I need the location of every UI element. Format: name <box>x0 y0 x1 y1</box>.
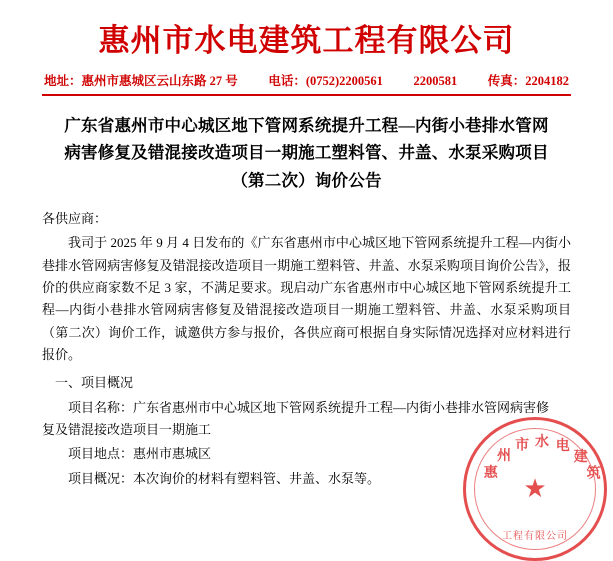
project-location-row <box>42 443 571 465</box>
project-overview-row <box>42 468 571 490</box>
letterhead-divider <box>42 94 571 96</box>
project-name-value: 广东省惠州市中心城区地下管网系统提升工程—内街小巷排水管网病害修 <box>133 399 550 415</box>
address-value: 惠州市惠城区云山东路 27 号 <box>81 74 238 89</box>
project-location-label: 项目地点： <box>68 446 134 462</box>
project-location-value: 惠州市惠城区 <box>133 446 212 462</box>
document-body <box>42 208 571 490</box>
section-heading-overview: 一、项目概况 <box>55 375 134 391</box>
fax-value: 2204182 <box>525 74 569 89</box>
fax-label: 传真： <box>487 74 526 89</box>
seal-char-6: 建 <box>573 449 588 465</box>
project-name-label: 项目名称： <box>68 399 134 415</box>
letterhead-contact-row <box>42 71 571 89</box>
star-icon: ★ <box>523 474 547 503</box>
address-block <box>44 71 238 89</box>
seal-char-4: 水 <box>535 435 549 450</box>
project-overview-label: 项目概况： <box>68 470 134 486</box>
phone-block <box>268 71 383 89</box>
seal-char-1: 惠 <box>483 465 498 481</box>
seal-char-2: 州 <box>496 449 511 465</box>
page-title-line-1: 广东省惠州市中心城区地下管网系统提升工程—内街小巷排水管网 <box>64 116 549 136</box>
project-name-row <box>42 397 571 419</box>
seal-char-7: 筑 <box>586 466 601 482</box>
company-name: 惠州市水电建筑工程有限公司 <box>98 23 515 58</box>
letterhead <box>42 22 571 96</box>
phone-value: (0752)2200561 <box>305 74 383 89</box>
seal-char-5: 电 <box>555 438 570 454</box>
seal-char-3: 市 <box>515 438 530 454</box>
project-name-value-continued: 复及错混接改造项目一期施工 <box>42 422 212 438</box>
phone-label: 电话： <box>268 74 306 89</box>
page-title-line-3: （第二次）询价公告 <box>231 170 382 190</box>
salutation: 各供应商： <box>42 210 108 226</box>
page-title-line-2: 病害修复及错混接改造项目一期施工塑料管、井盖、水泵采购项目 <box>64 143 549 163</box>
address-label: 地址： <box>44 74 82 89</box>
fax-block <box>488 71 569 89</box>
project-overview-value: 本次询价的材料有塑料管、井盖、水泵等。 <box>133 470 381 486</box>
phone-value-secondary: 2200581 <box>413 74 458 89</box>
page-title <box>42 112 571 194</box>
seal-bottom-text: 工程有限公司 <box>502 531 568 542</box>
intro-paragraph: 我司于 2025 年 9 月 4 日发布的《广东省惠州市中心城区地下管网系统提升工程—内街小巷排水管网病害修复及错混接改造项目一期施工塑料管、井盖、水泵采购项目询价公告》，报价的供应商家数不足 3 家，不满足要求。现启动广东省惠州市中心城区地下管网系统提升工程—内街小巷排水管网病害修复及错混接改造项目一期施工塑料管、井盖、水泵采购项目（第二次）询价工作，诚邀供方参与报价，各供应商可根据自身实际情况选择对应材料进行报价。 <box>42 235 571 362</box>
